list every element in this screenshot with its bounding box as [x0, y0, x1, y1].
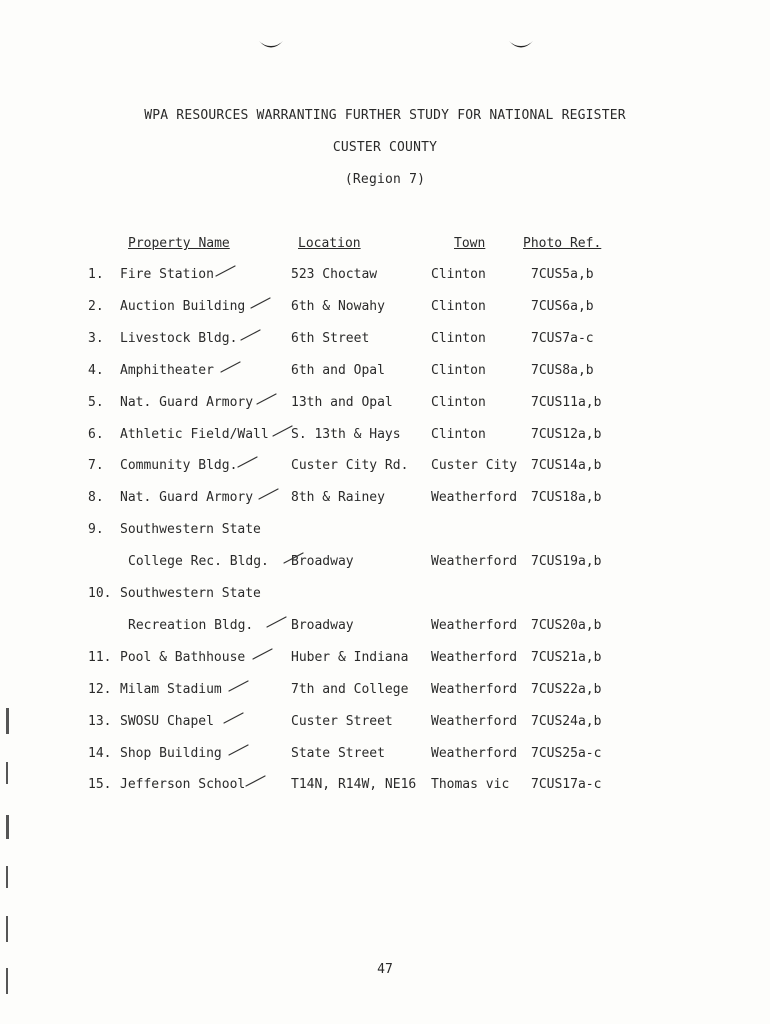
scan-margin-mark — [6, 968, 8, 994]
column-header-photo-ref: Photo Ref. — [523, 236, 602, 251]
location: Custer City Rd. — [291, 458, 409, 473]
town: Clinton — [431, 267, 486, 282]
check-mark-icon — [250, 296, 272, 310]
table-row — [0, 395, 770, 415]
location: S. 13th & Hays — [291, 427, 401, 442]
photo-ref: 7CUS19a,b — [531, 554, 602, 569]
row-number: 3. — [88, 331, 104, 346]
property-name: Milam Stadium — [120, 682, 222, 697]
table-row — [0, 363, 770, 383]
scan-margin-mark — [6, 866, 8, 888]
property-name: Nat. Guard Armory — [120, 395, 254, 410]
location: Custer Street — [291, 714, 393, 729]
photo-ref: 7CUS12a,b — [531, 427, 602, 442]
scan-margin-mark — [6, 815, 9, 839]
location: 7th and College — [291, 682, 409, 697]
row-number: 8. — [88, 490, 104, 505]
location: 13th and Opal — [291, 395, 393, 410]
photo-ref: 7CUS25a-c — [531, 746, 602, 761]
location: Huber & Indiana — [291, 650, 409, 665]
photo-ref: 7CUS24a,b — [531, 714, 602, 729]
check-mark-icon — [237, 455, 259, 469]
location: Broadway — [291, 554, 354, 569]
table-row — [0, 427, 770, 447]
table-row — [0, 458, 770, 478]
page-number: 47 — [377, 962, 393, 977]
property-name: Fire Station — [120, 267, 214, 282]
check-mark-icon — [252, 647, 274, 661]
check-mark-icon — [240, 328, 262, 342]
town: Custer City — [431, 458, 518, 473]
punch-hole-right — [508, 38, 534, 52]
check-mark-icon — [245, 774, 267, 788]
photo-ref: 7CUS17a-c — [531, 777, 602, 792]
photo-ref: 7CUS18a,b — [531, 490, 602, 505]
row-number: 1. — [88, 267, 104, 282]
check-mark-icon — [223, 711, 245, 725]
row-number: 6. — [88, 427, 104, 442]
location: State Street — [291, 746, 385, 761]
region-heading: (Region 7) — [344, 172, 426, 187]
town: Weatherford — [431, 650, 518, 665]
town: Clinton — [431, 395, 486, 410]
property-name: Southwestern State — [120, 522, 261, 537]
row-number: 15. — [88, 777, 112, 792]
location: 523 Choctaw — [291, 267, 378, 282]
table-row — [0, 299, 770, 319]
table-row — [0, 618, 770, 638]
row-number: 11. — [88, 650, 112, 665]
column-header-town: Town — [454, 236, 486, 251]
county-heading: CUSTER COUNTY — [332, 140, 438, 155]
table-row — [0, 777, 770, 797]
town: Clinton — [431, 363, 486, 378]
table-row — [0, 682, 770, 702]
town: Weatherford — [431, 714, 518, 729]
table-row — [0, 586, 770, 606]
check-mark-icon — [283, 551, 305, 565]
property-name: Pool & Bathhouse — [120, 650, 246, 665]
location: 6th & Nowahy — [291, 299, 385, 314]
table-row — [0, 490, 770, 510]
row-number: 9. — [88, 522, 104, 537]
property-name: Livestock Bldg. — [120, 331, 238, 346]
check-mark-icon — [272, 424, 294, 438]
row-number: 10. — [88, 586, 112, 601]
town: Weatherford — [431, 618, 518, 633]
table-row — [0, 714, 770, 734]
property-name: Recreation Bldg. — [128, 618, 254, 633]
property-name: Athletic Field/Wall — [120, 427, 269, 442]
table-row — [0, 331, 770, 351]
table-row — [0, 650, 770, 670]
town: Weatherford — [431, 490, 518, 505]
check-mark-icon — [228, 679, 250, 693]
town: Clinton — [431, 299, 486, 314]
row-number: 7. — [88, 458, 104, 473]
row-number: 2. — [88, 299, 104, 314]
photo-ref: 7CUS22a,b — [531, 682, 602, 697]
photo-ref: 7CUS21a,b — [531, 650, 602, 665]
row-number: 13. — [88, 714, 112, 729]
table-row — [0, 522, 770, 542]
location: T14N, R14W, NE16 — [291, 777, 417, 792]
property-name: Amphitheater — [120, 363, 214, 378]
town: Thomas vic — [431, 777, 510, 792]
column-header-location: Location — [298, 236, 361, 251]
property-name: College Rec. Bldg. — [128, 554, 269, 569]
table-row — [0, 554, 770, 574]
property-name: Southwestern State — [120, 586, 261, 601]
check-mark-icon — [215, 264, 237, 278]
property-name: SWOSU Chapel — [120, 714, 214, 729]
town: Weatherford — [431, 554, 518, 569]
location: 6th and Opal — [291, 363, 385, 378]
photo-ref: 7CUS11a,b — [531, 395, 602, 410]
row-number: 14. — [88, 746, 112, 761]
photo-ref: 7CUS14a,b — [531, 458, 602, 473]
row-number: 4. — [88, 363, 104, 378]
photo-ref: 7CUS8a,b — [531, 363, 594, 378]
photo-ref: 7CUS5a,b — [531, 267, 594, 282]
photo-ref: 7CUS7a-c — [531, 331, 594, 346]
property-name: Jefferson School — [120, 777, 246, 792]
town: Weatherford — [431, 746, 518, 761]
table-row — [0, 267, 770, 287]
photo-ref: 7CUS20a,b — [531, 618, 602, 633]
property-name: Shop Building — [120, 746, 222, 761]
check-mark-icon — [266, 615, 288, 629]
location: Broadway — [291, 618, 354, 633]
column-header-property-name: Property Name — [128, 236, 230, 251]
table-row — [0, 746, 770, 766]
property-name: Auction Building — [120, 299, 246, 314]
property-name: Community Bldg. — [120, 458, 238, 473]
check-mark-icon — [256, 392, 278, 406]
row-number: 12. — [88, 682, 112, 697]
scan-margin-mark — [6, 708, 9, 734]
location: 8th & Rainey — [291, 490, 385, 505]
check-mark-icon — [228, 743, 250, 757]
property-name: Nat. Guard Armory — [120, 490, 254, 505]
row-number: 5. — [88, 395, 104, 410]
scan-margin-mark — [6, 762, 8, 784]
punch-hole-left — [258, 38, 284, 52]
town: Clinton — [431, 331, 486, 346]
town: Clinton — [431, 427, 486, 442]
photo-ref: 7CUS6a,b — [531, 299, 594, 314]
scan-margin-mark — [6, 916, 8, 942]
town: Weatherford — [431, 682, 518, 697]
location: 6th Street — [291, 331, 370, 346]
check-mark-icon — [258, 487, 280, 501]
document-title: WPA RESOURCES WARRANTING FURTHER STUDY FOR NATIONAL REGISTER — [144, 108, 626, 123]
check-mark-icon — [220, 360, 242, 374]
